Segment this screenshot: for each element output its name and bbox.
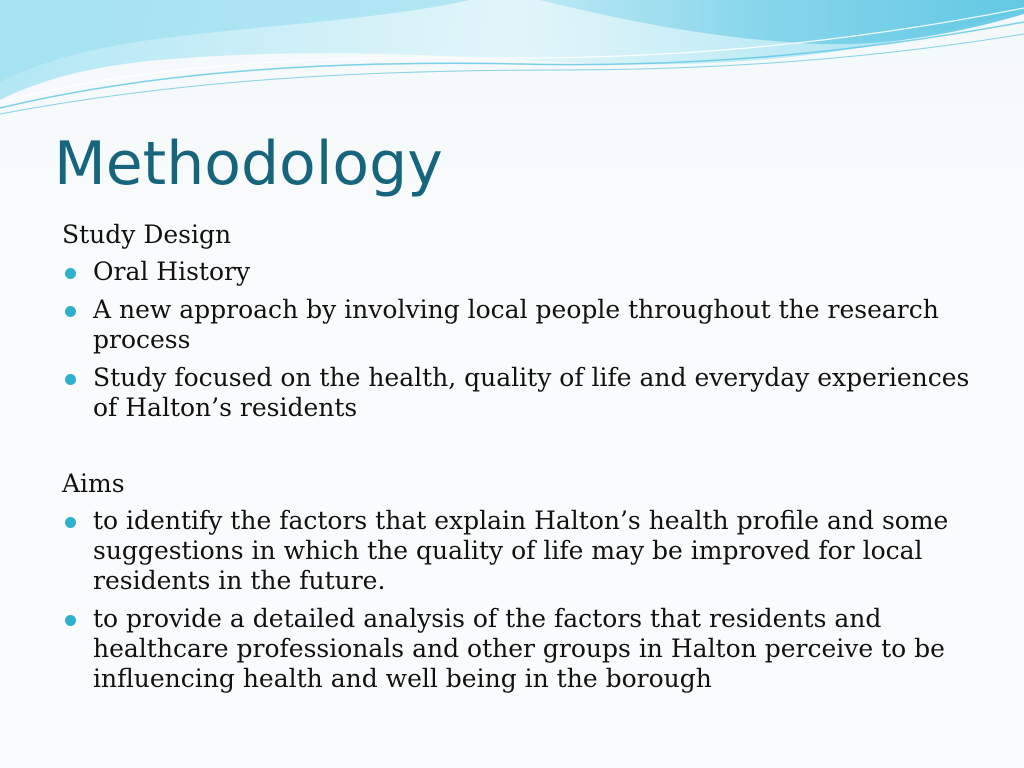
section-spacer bbox=[62, 427, 972, 465]
wave-decoration bbox=[0, 0, 1024, 130]
list-item bbox=[62, 253, 972, 291]
bullet-icon bbox=[65, 517, 76, 528]
bullet-list-study-design bbox=[62, 253, 972, 427]
list-item bbox=[62, 502, 972, 600]
list-item bbox=[62, 600, 972, 698]
slide-body bbox=[62, 216, 972, 698]
section-heading-study-design: Study Design bbox=[62, 220, 232, 249]
bullet-icon bbox=[65, 615, 76, 626]
bullet-text: to identify the factors that explain Halton’s health profile and some suggestions in which the quality of life may be improved for local residents in the future. bbox=[93, 506, 949, 595]
list-item bbox=[62, 291, 972, 359]
bullet-text: to provide a detailed analysis of the factors that residents and healthcare professionals and other groups in Halton perceive to be influencing health and well being in the borough bbox=[93, 604, 945, 693]
list-item bbox=[62, 359, 972, 427]
bullet-icon bbox=[65, 374, 76, 385]
slide-title: Methodology bbox=[54, 129, 443, 199]
bullet-icon bbox=[65, 268, 76, 279]
bullet-text: Oral History bbox=[93, 257, 251, 286]
bullet-text: Study focused on the health, quality of life and everyday experiences of Halton’s residents bbox=[93, 363, 970, 422]
section-heading-aims: Aims bbox=[62, 469, 125, 498]
bullet-icon bbox=[65, 306, 76, 317]
bullet-list-aims bbox=[62, 502, 972, 698]
bullet-text: A new approach by involving local people throughout the research process bbox=[93, 295, 939, 354]
